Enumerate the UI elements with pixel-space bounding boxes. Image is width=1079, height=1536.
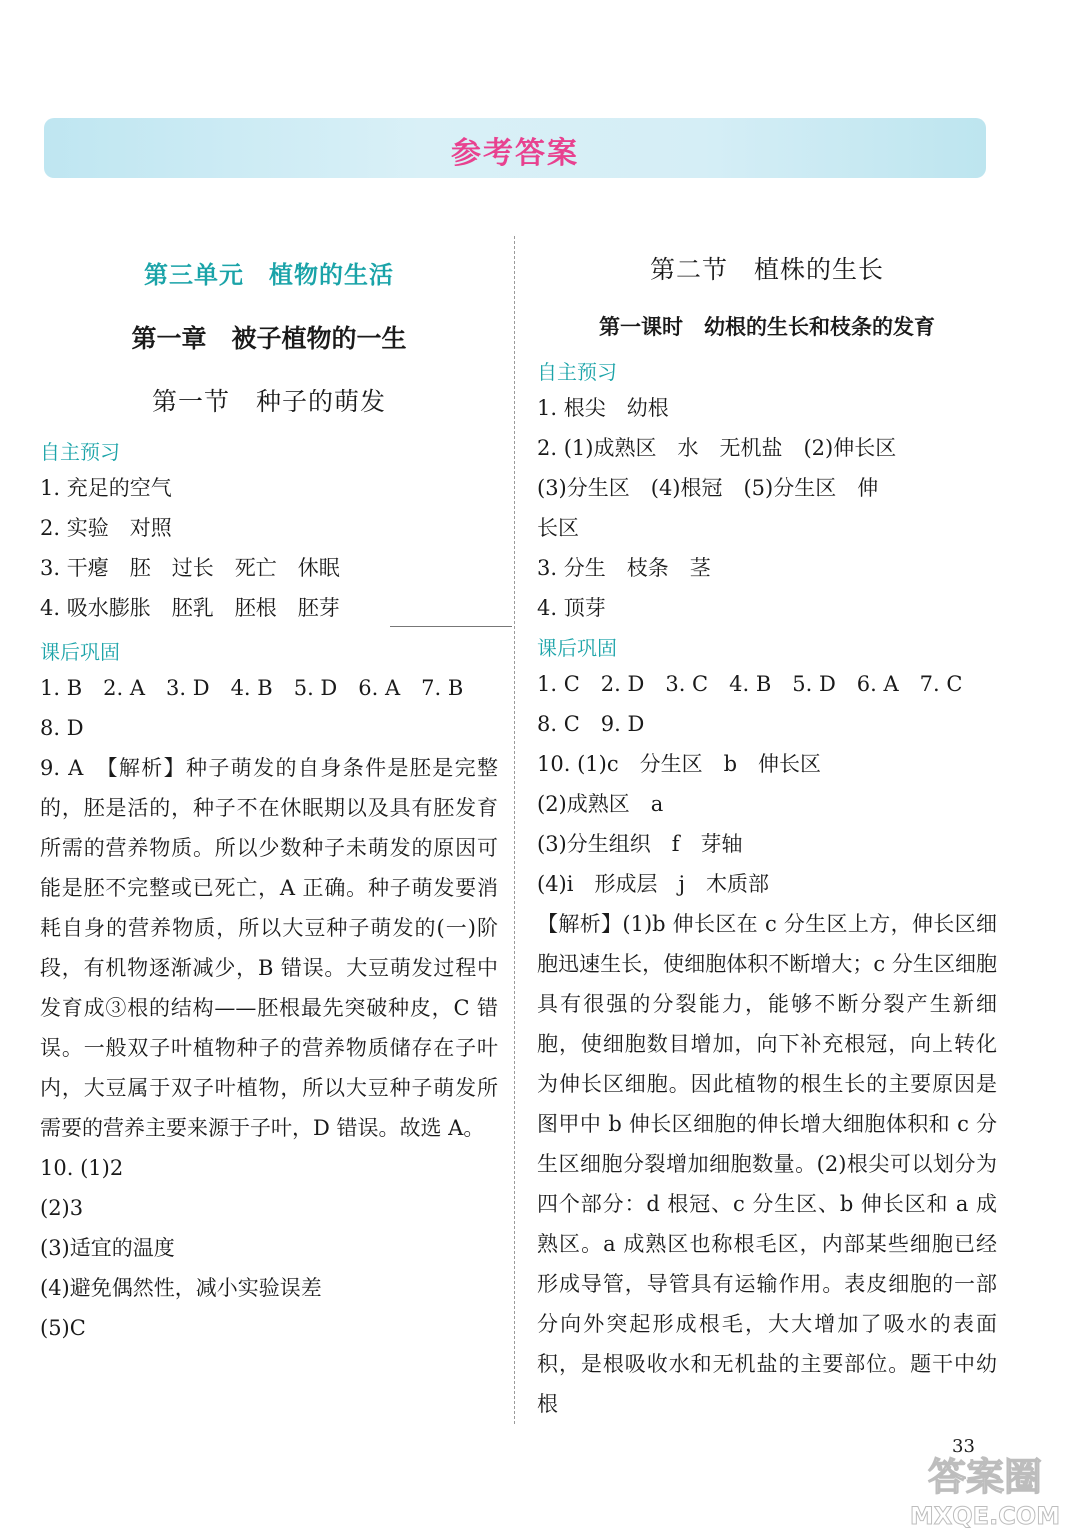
chapter-title: 第一章 被子植物的一生: [131, 324, 407, 353]
answer-line: 1. B 2. A 3. D 4. B 5. D 6. A 7. B: [40, 676, 464, 700]
answer-line: (3)适宜的温度: [40, 1236, 175, 1260]
answer-line: 8. D: [40, 716, 84, 740]
watermark-text: 答案圈: [927, 1455, 1043, 1499]
answer-line: 1. 充足的空气: [40, 476, 172, 500]
answer-line: 3. 分生 枝条 茎: [537, 556, 711, 580]
question-9-analysis: 9. A 【解析】种子萌发的自身条件是胚是完整的，胚是活的，种子不在休眠期以及具有胚发育所需的营养物质。所以少数种子未萌发的原因可能是胚不完整或已死亡，A 正确。种子萌发要消耗自身的营养物质，所以大豆种子萌发的(一)阶段，有机物逐渐减少，B 错误。大豆萌发过程中发育成③根的结构——胚根最先突破种皮，C 错误。一般双子叶植物种子的营养物质储存在子叶内，大豆属于双子叶植物，所以大豆种子萌发所需要的营养主要来源于子叶，D 错误。故选 A。: [40, 756, 498, 1140]
page-number: 33: [952, 1436, 975, 1457]
answer-line: 10. (1)2: [40, 1156, 124, 1180]
answer-line: (4)i 形成层 j 木质部: [537, 872, 769, 896]
watermark-logo: [900, 1446, 1070, 1530]
answer-line: 长区: [537, 516, 579, 540]
answer-line: 1. 根尖 幼根: [537, 396, 669, 420]
answer-line: 4. 顶芽: [537, 596, 606, 620]
watermark-url: MXQE.COM: [909, 1502, 1061, 1530]
answer-line: 2. (1)成熟区 水 无机盐 (2)伸长区: [537, 436, 897, 460]
section-title: 第二节 植株的生长: [649, 255, 884, 284]
answer-line: (5)C: [40, 1316, 86, 1340]
answer-line: 2. 实验 对照: [40, 516, 172, 540]
title-banner: [44, 118, 986, 178]
answer-line: (2)3: [40, 1196, 84, 1220]
section-title: 第一节 种子的萌发: [151, 387, 386, 416]
answer-line: 3. 干瘪 胚 过长 死亡 休眠: [40, 556, 340, 580]
answer-line: 10. (1)c 分生区 b 伸长区: [537, 752, 822, 776]
answer-line: (3)分生组织 f 芽轴: [537, 832, 743, 856]
lesson-title: 第一课时 幼根的生长和枝条的发育: [599, 315, 935, 339]
answer-line: 4. 吸水膨胀 胚乳 胚根 胚芽: [40, 596, 340, 620]
answer-line: 1. C 2. D 3. C 4. B 5. D 6. A 7. C: [537, 672, 963, 696]
preview-label: 自主预习: [40, 440, 120, 464]
column-divider: [514, 236, 515, 1424]
left-column: [40, 232, 498, 1348]
page-title: 参考答案: [451, 136, 579, 171]
review-label: 课后巩固: [537, 636, 617, 660]
preview-label: 自主预习: [537, 360, 617, 384]
answer-line: (3)分生区 (4)根冠 (5)分生区 伸: [537, 476, 879, 500]
review-label: 课后巩固: [40, 640, 120, 664]
answer-line: (2)成熟区 a: [537, 792, 664, 816]
answer-line: 8. C 9. D: [537, 712, 645, 736]
answer-line: (4)避免偶然性，减小实验误差: [40, 1276, 322, 1300]
right-column: [537, 232, 997, 1424]
question-10-analysis: 【解析】(1)b 伸长区在 c 分生区上方，伸长区细胞迅速生长，使细胞体积不断增大；c 分生区细胞具有很强的分裂能力，能够不断分裂产生新细胞，使细胞数目增加，向下补充根冠，向上转化为伸长区细胞。因此植物的根生长的主要原因是图甲中 b 伸长区细胞的伸长增大细胞体积和 c 分生区细胞分裂增加细胞数量。(2)根尖可以划分为四个部分：d 根冠、c 分生区、b 伸长区和 a 成熟区。a 成熟区也称根毛区，内部某些细胞已经形成导管，导管具有运输作用。表皮细胞的一部分向外突起形成根毛，大大增加了吸水的表面积，是根吸收水和无机盐的主要部位。题干中幼根: [537, 912, 997, 1416]
unit-title: 第三单元 植物的生活: [144, 260, 394, 289]
